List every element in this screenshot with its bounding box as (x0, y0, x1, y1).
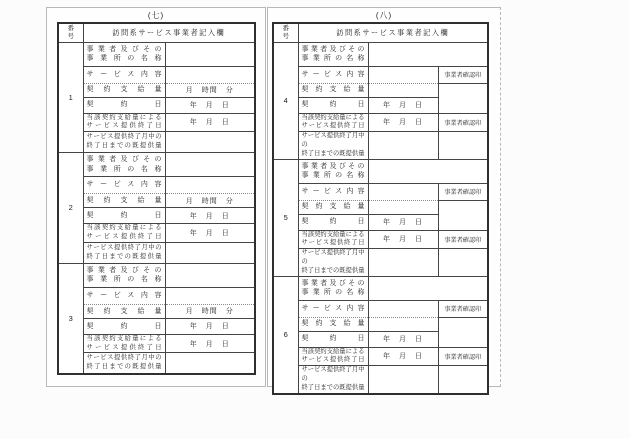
provided-amount-label: サービス提供終了月中の 終了日までの既提供量 (83, 242, 165, 263)
block-number: 3 (58, 263, 83, 374)
service-content-label: サービス内容 (298, 66, 368, 83)
service-end-date-field: 年 月 日 (368, 347, 438, 366)
contract-supply-amount-field: 月 時間 分 (165, 194, 255, 208)
service-content-field (368, 300, 438, 317)
service-end-date-label: 当該契約支給量による サービス提供終了日 (83, 224, 165, 243)
provided-amount-field (368, 132, 438, 159)
service-end-date-field: 年 月 日 (368, 230, 438, 249)
block-number: 5 (273, 159, 298, 276)
contract-date-label: 契約日 (83, 97, 165, 113)
provider-seal-label: 事業者確認印 (438, 230, 488, 249)
contract-date-field: 年 月 日 (165, 97, 255, 113)
provider-seal-label: 事業者確認印 (438, 113, 488, 132)
number-column-header: 番号 (58, 23, 83, 42)
contract-date-field: 年 月 日 (368, 331, 438, 347)
page-eight-sheet (267, 7, 501, 391)
provider-name-field (368, 42, 488, 66)
service-content-field (165, 287, 255, 304)
service-content-label: サービス内容 (83, 177, 165, 194)
page-seven-sheet (46, 7, 266, 387)
provider-seal-field (438, 249, 488, 276)
service-end-date-field: 年 月 日 (165, 224, 255, 243)
provided-amount-label: サービス提供終了月中の 終了日までの既提供量 (83, 353, 165, 374)
block-number: 2 (58, 153, 83, 264)
provided-amount-field (165, 132, 255, 153)
page-number-label: (八) (375, 11, 393, 20)
provider-seal-label: 事業者確認印 (438, 183, 488, 200)
service-content-label: サービス内容 (83, 287, 165, 304)
service-content-label: サービス内容 (298, 300, 368, 317)
service-end-date-field: 年 月 日 (165, 113, 255, 132)
provided-amount-label: サービス提供終了月中の 終了日までの既提供量 (298, 249, 368, 276)
service-end-date-field: 年 月 日 (165, 334, 255, 353)
provided-amount-label: サービス提供終了月中の 終了日までの既提供量 (298, 132, 368, 159)
provider-seal-field (438, 83, 488, 113)
contract-supply-amount-label: 契約支給量 (83, 304, 165, 318)
provided-amount-label: サービス提供終了月中の 終了日までの既提供量 (298, 366, 368, 394)
provider-name-label: 事業者及びその 事業所の名称 (83, 153, 165, 177)
table-title: 訪問系サービス事業者記入欄 (298, 23, 488, 42)
provided-amount-field (165, 242, 255, 263)
contract-date-field: 年 月 日 (165, 208, 255, 224)
service-provider-entry-table-left (57, 22, 256, 375)
contract-supply-amount-field (368, 317, 438, 331)
provider-seal-label: 事業者確認印 (438, 66, 488, 83)
block-number: 1 (58, 42, 83, 153)
contract-supply-amount-field: 月 時間 分 (165, 83, 255, 97)
service-content-field (165, 177, 255, 194)
provider-seal-field (438, 317, 488, 347)
contract-date-field: 年 月 日 (368, 214, 438, 230)
service-content-field (368, 66, 438, 83)
service-content-label: サービス内容 (83, 66, 165, 83)
contract-date-field: 年 月 日 (165, 318, 255, 334)
table-title: 訪問系サービス事業者記入欄 (83, 23, 255, 42)
contract-supply-amount-field (368, 83, 438, 97)
service-end-date-label: 当該契約支給量による サービス提供終了日 (298, 230, 368, 249)
provider-name-field (165, 153, 255, 177)
provider-seal-field (438, 132, 488, 159)
page-number-label: (七) (147, 11, 165, 20)
provided-amount-field (368, 366, 438, 394)
service-end-date-label: 当該契約支給量による サービス提供終了日 (83, 334, 165, 353)
block-number: 6 (273, 276, 298, 394)
provider-seal-field (438, 200, 488, 230)
contract-supply-amount-label: 契約支給量 (298, 83, 368, 97)
provided-amount-field (165, 353, 255, 374)
contract-supply-amount-field: 月 時間 分 (165, 304, 255, 318)
provider-name-field (165, 42, 255, 66)
provider-seal-field (438, 366, 488, 394)
provider-name-field (368, 159, 488, 183)
contract-supply-amount-label: 契約支給量 (298, 317, 368, 331)
provider-seal-label: 事業者確認印 (438, 300, 488, 317)
contract-date-field: 年 月 日 (368, 97, 438, 113)
contract-date-label: 契約日 (298, 97, 368, 113)
contract-date-label: 契約日 (83, 208, 165, 224)
service-content-label: サービス内容 (298, 183, 368, 200)
provider-name-label: 事業者及びその 事業所の名称 (83, 263, 165, 287)
service-end-date-field: 年 月 日 (368, 113, 438, 132)
contract-supply-amount-label: 契約支給量 (83, 194, 165, 208)
contract-supply-amount-field (368, 200, 438, 214)
service-end-date-label: 当該契約支給量による サービス提供終了日 (298, 347, 368, 366)
service-content-field (368, 183, 438, 200)
service-provider-entry-table-right (272, 22, 489, 395)
contract-supply-amount-label: 契約支給量 (83, 83, 165, 97)
provider-name-label: 事業者及びその 事業所の名称 (298, 159, 368, 183)
provider-name-field (165, 263, 255, 287)
contract-date-label: 契約日 (298, 214, 368, 230)
service-end-date-label: 当該契約支給量による サービス提供終了日 (83, 113, 165, 132)
service-content-field (165, 66, 255, 83)
contract-date-label: 契約日 (298, 331, 368, 347)
block-number: 4 (273, 42, 298, 159)
provided-amount-label: サービス提供終了月中の 終了日までの既提供量 (83, 132, 165, 153)
provider-name-label: 事業者及びその 事業所の名称 (83, 42, 165, 66)
provider-seal-label: 事業者確認印 (438, 347, 488, 366)
provider-name-label: 事業者及びその 事業所の名称 (298, 276, 368, 300)
provider-name-label: 事業者及びその 事業所の名称 (298, 42, 368, 66)
contract-supply-amount-label: 契約支給量 (298, 200, 368, 214)
number-column-header: 番号 (273, 23, 298, 42)
service-end-date-label: 当該契約支給量による サービス提供終了日 (298, 113, 368, 132)
provided-amount-field (368, 249, 438, 276)
contract-date-label: 契約日 (83, 318, 165, 334)
provider-name-field (368, 276, 488, 300)
